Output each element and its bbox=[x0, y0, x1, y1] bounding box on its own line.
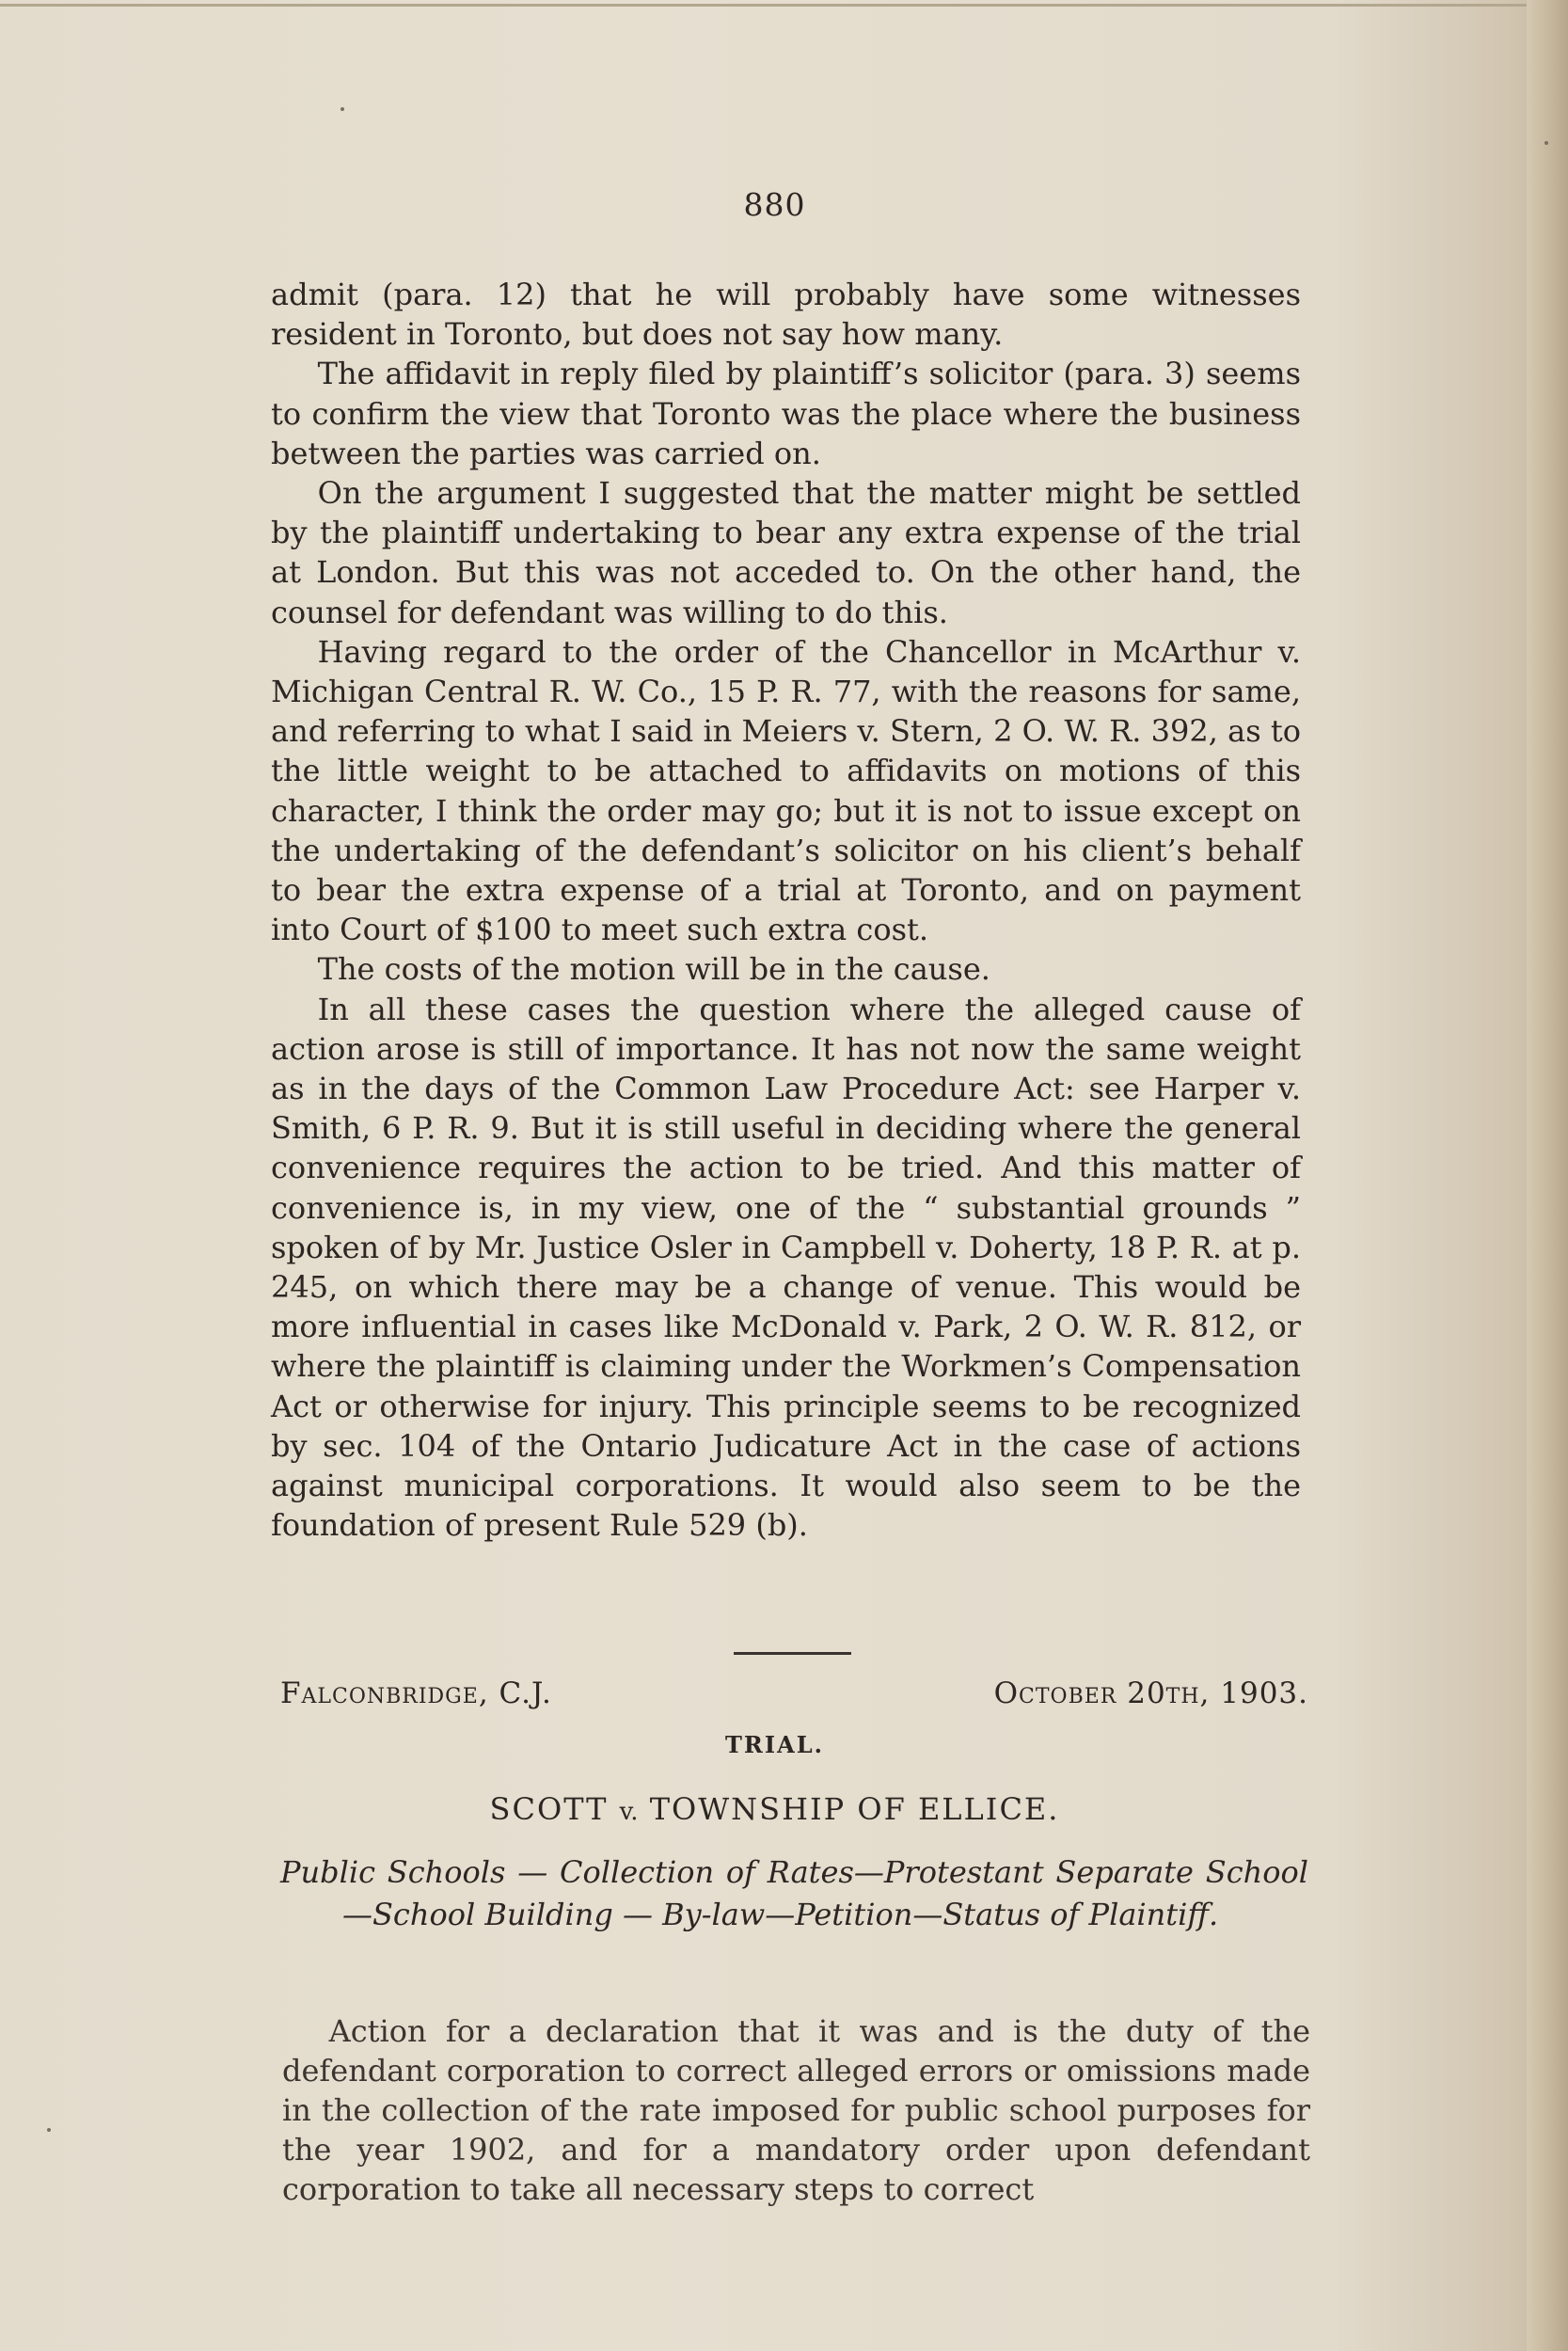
section-divider bbox=[734, 1652, 851, 1655]
paragraph-affidavit-reply: The affidavit in reply filed by plaintiff’s solicitor (para. 3) seems to confirm the view that Toronto was the place where the business between the parties was carried on. bbox=[271, 356, 1301, 471]
paragraph-continuation: admit (para. 12) that he will probably have some witnesses resident in Toronto, but does not say how many. bbox=[271, 277, 1301, 353]
case-versus: v. bbox=[619, 1798, 639, 1826]
paragraph-cause-of-action: In all these cases the question where the alleged cause of action arose is still of importance. It has not now the same weight as in the days of the Common Law Procedure Act: see Harper v. Smith, 6 P. R. 9. But it is still useful in deciding where the general convenience requires the action to be tried. And this matter of convenience is, in my view, one of the “ substantial grounds ” spoken of by Mr. Justice Osler in Campbell v. Doherty, 18 P. R. at p. 245, on which there may be a change of venue. This would be more influential in cases like McDonald v. Park, 2 O. W. R. 812, or where the plaintiff is claiming under the Workmen’s Compensation Act or otherwise for injury. This principle seems to be recognized by sec. 104 of the Ontario Judicature Act in the case of actions against municipal corporations. It would also seem to be the foundation of present Rule 529 (b). bbox=[271, 991, 1301, 1544]
paragraph-costs: The costs of the motion will be in the cause. bbox=[317, 951, 990, 988]
headnote: Public Schools — Collection of Rates—Protestant Separate School—School Building — By-law—Petition—Status of Plaintiff. bbox=[280, 1854, 1308, 1932]
case-title bbox=[0, 1791, 1549, 1827]
decision-date: October 20th, 1903. bbox=[993, 1676, 1308, 1710]
judge-name: Falconbridge, C.J. bbox=[280, 1676, 552, 1710]
action-description: Action for a declaration that it was and is the duty of the defendant corporation to correct alleged errors or omissions made in the collection of the rate imposed for public school purposes for the year 1902, and for a mandatory order upon defendant corporation to take all necessary steps to correct bbox=[282, 2013, 1310, 2207]
paragraph-argument: On the argument I suggested that the matter might be settled by the plaintiff undertaking to bear any extra expense of the trial at London. But this was not acceded to. On the other hand, the counsel for defendant was willing to do this. bbox=[271, 475, 1301, 630]
paper-speck bbox=[47, 2128, 51, 2132]
paper-speck bbox=[341, 107, 344, 111]
case-defendant: TOWNSHIP OF ELLICE. bbox=[649, 1791, 1060, 1827]
judge-date-line bbox=[280, 1676, 1308, 1710]
paragraph-order: Having regard to the order of the Chancellor in McArthur v. Michigan Central R. W. Co., 15 P. R. 77, with the reasons for same, and referring to what I said in Meiers v. Stern, 2 O. W. R. 392, as to the little weight to be attached to affidavits on motions of this character, I think the order may go; but it is not to issue except on the undertaking of the defendant’s solicitor on his client’s behalf to bear the extra expense of a trial at Toronto, and on payment into Court of $100 to meet such extra cost. bbox=[271, 633, 1301, 948]
top-rule bbox=[0, 4, 1543, 7]
case-plaintiff: SCOTT bbox=[489, 1791, 609, 1827]
trial-label: TRIAL. bbox=[725, 1731, 824, 1758]
page-edge-shadow bbox=[1527, 0, 1568, 2351]
paper-speck bbox=[1544, 141, 1548, 145]
body-text bbox=[271, 275, 1301, 1546]
page-number: 880 bbox=[743, 186, 806, 223]
